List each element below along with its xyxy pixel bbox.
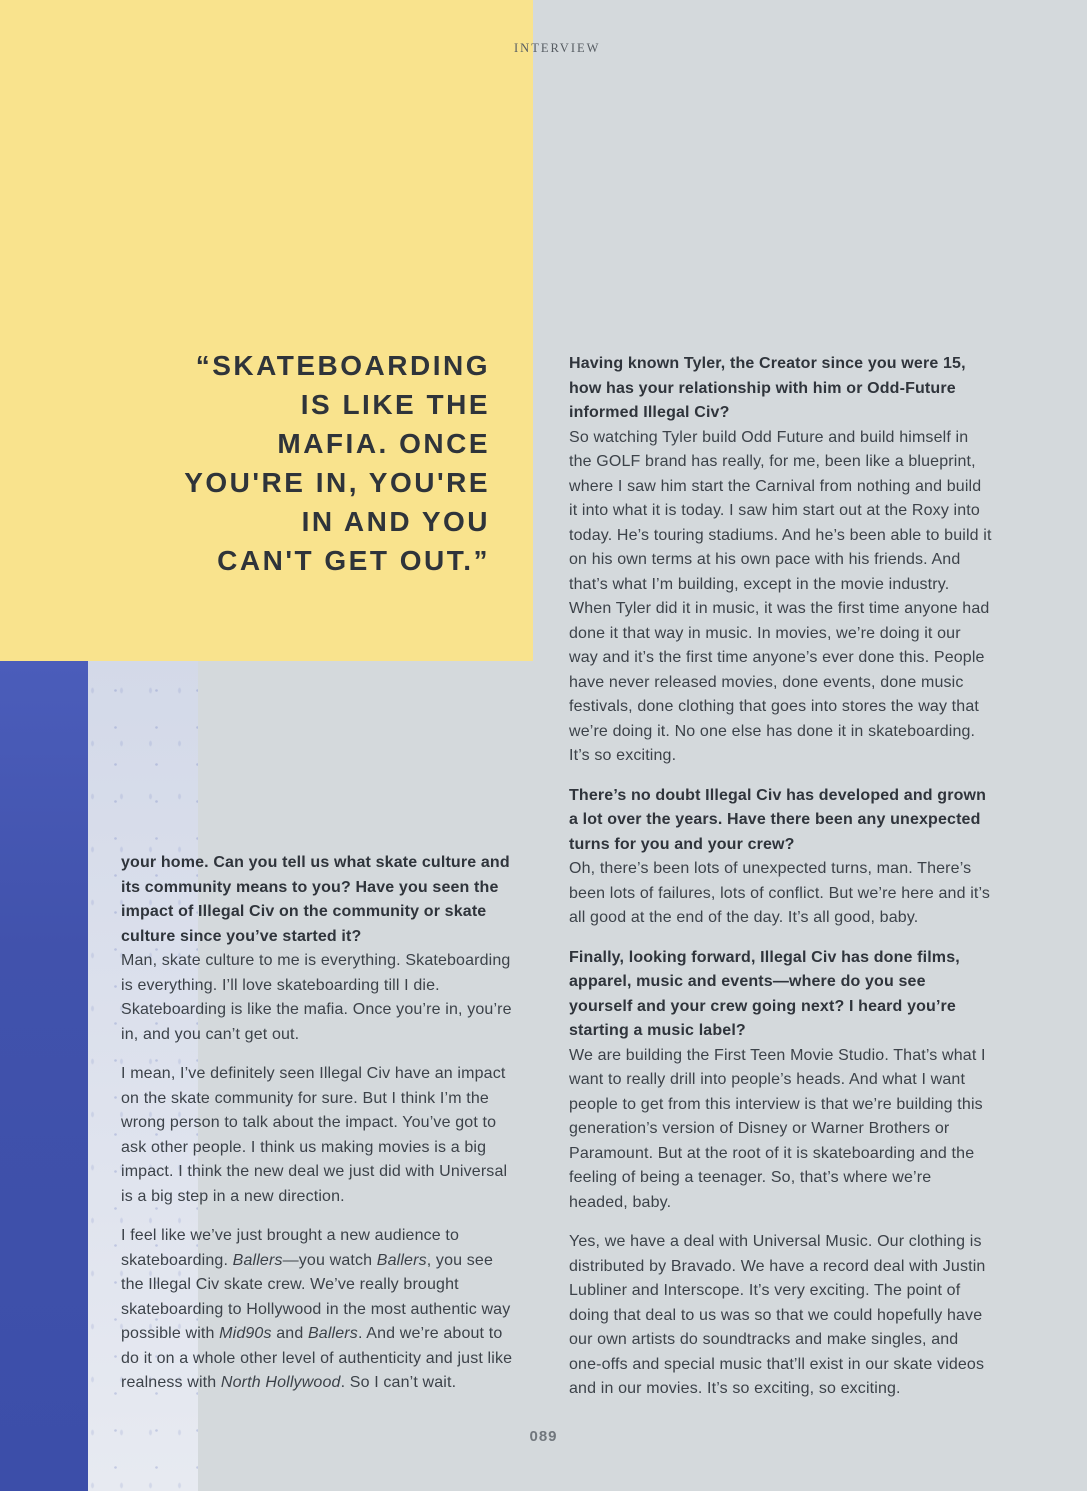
right-column [569,352,993,1417]
answer-text: We are building the First Teen Movie Studio. That’s what I want to really drill into people’s heads. And what I want people to get from this interview is that we’re building this generation’s version of Disney or Warner Brothers or Paramount. But at the root of it is skateboarding and the feeling of being a teenager. So, that’s where we’re headed, baby. [569,1046,986,1211]
answer-text-segment: . So I can’t wait. [340,1374,457,1391]
answer-text: So watching Tyler build Odd Future and build himself in the GOLF brand has really, for me, been like a blueprint, where I saw him start the Carnival from nothing and build it into what it is today. I saw him start out at the Roxy into today. He’s touring stadiums. And he’s been able to build it on his own terms at his own pace with his friends. And that’s what I’m building, except in the movie industry. When Tyler did it in music, it was the first time anyone had done it that way in music. In movies, we’re doing it our way and it’s the first time anyone’s ever done this. People have never released movies, done events, done music festivals, done clothing that goes into stores the way that we’re doing it. No one else has done it in skateboarding. It’s so exciting. [569,428,992,764]
section-label: INTERVIEW [514,41,601,55]
answer-text [121,1224,515,1396]
movie-title: Ballers [376,1251,427,1269]
pull-quote-line: “SKATEBOARDING [195,350,490,381]
question-text: There’s no doubt Illegal Civ has developed and grown a lot over the years. Have there been any unexpected turns for you and your crew? [569,786,987,853]
answer-text-segment: I feel like we’ve just brought a new audience to skateboarding. [121,1227,460,1269]
question-text: your home. Can you tell us what skate culture and its community means to you? Have you seen the impact of Illegal Civ on the community or skate culture since you’ve started it? [121,854,510,945]
answer-text: Yes, we have a deal with Universal Music. Our clothing is distributed by Bravado. We have a record deal with Justin Lubliner and Interscope. It’s very exciting. The point of doing that deal to us was so that we could hopefully have our own artists do soundtracks and make singles, and one-offs and special music that’ll exist in our skate videos and in our movies. It’s so exciting, so exciting. [569,1233,986,1397]
answer-text-segment: . And we’re about to do it on a whole other level of authenticity and just like realness with [121,1325,513,1391]
movie-title: Ballers [232,1251,283,1269]
pull-quote-line: YOU'RE IN, YOU'RE [184,467,490,498]
movie-title: North Hollywood [220,1374,341,1391]
answer-text-segment: , you see the Illegal Civ skate crew. We’ve really brought skateboarding to Hollywood in the most authentic way possible with [121,1251,511,1342]
answer-text: Oh, there’s been lots of unexpected turns, man. There’s been lots of failures, lots of conflict. But we’re here and it’s all good at the end of the day. It’s all good, baby. [569,860,991,926]
question-text: Having known Tyler, the Creator since you were 15, how has your relationship with him or Odd-Future informed Illegal Civ? [569,355,966,421]
left-column [121,851,515,1411]
movie-title: Ballers [307,1325,358,1342]
pull-quote-line: IS LIKE THE [300,389,490,420]
pull-quote [40,346,490,580]
answer-text-segment: and [271,1325,308,1342]
movie-title: Mid90s [219,1325,272,1342]
page-number: 089 [529,1428,558,1445]
pull-quote-line: IN AND YOU [301,506,490,537]
photo-stripe-blue [0,661,88,1491]
answer-text: I mean, I’ve definitely seen Illegal Civ have an impact on the skate community for sure. But I think I’m the wrong person to talk about the impact. You’ve got to ask other people. I think us making movies is a big impact. I think the new deal we just did with Universal is a big step in a new direction. [121,1065,508,1205]
pull-quote-line: CAN'T GET OUT.” [217,545,490,576]
pull-quote-line: MAFIA. ONCE [277,428,490,459]
answer-text-segment: —you watch [282,1251,377,1269]
question-text: Finally, looking forward, Illegal Civ has done films, apparel, music and events—where do you see yourself and your crew going next? I heard you’re starting a music label? [569,948,960,1039]
answer-text: Man, skate culture to me is everything. Skateboarding is everything. I’ll love skateboarding till I die. Skateboarding is like the mafia. Once you’re in, you’re in, and you can’t get out. [121,952,512,1043]
